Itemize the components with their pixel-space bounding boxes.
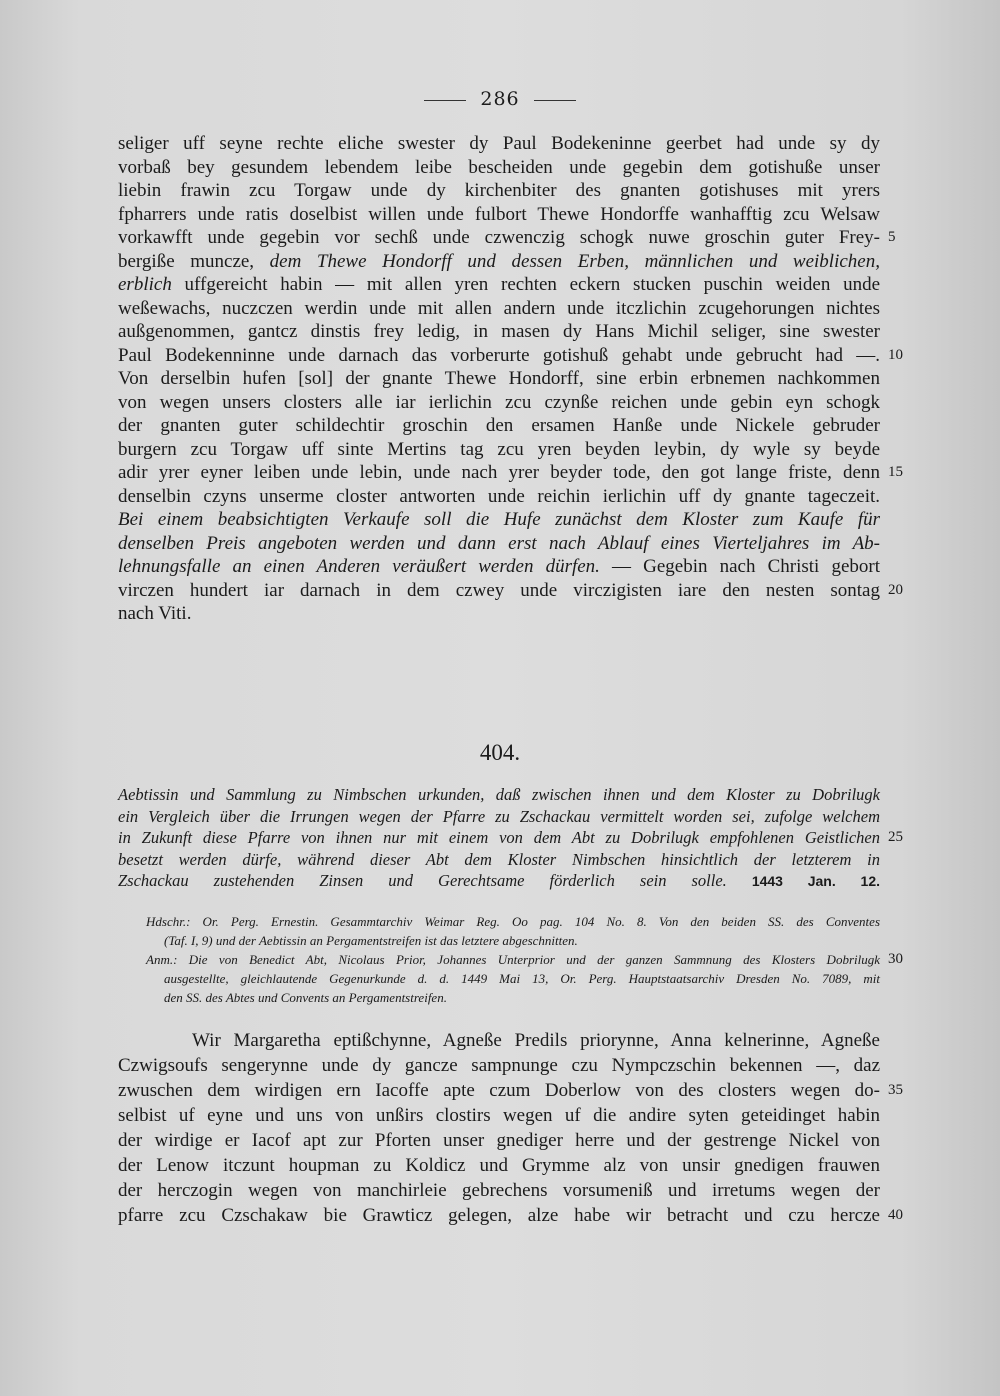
line-number: 10 <box>888 346 903 363</box>
line-text: den SS. des Abtes und Convents an Pergamentstreifen. <box>164 990 447 1005</box>
line-text: denselbin czyns unserme closter antworten unde reichin ierlichin uff dy gnante tageczeit. <box>118 485 880 507</box>
line-number: 5 <box>888 229 896 245</box>
text-line <box>146 912 880 931</box>
italic-text: Bei einem beabsichtigten Verkaufe soll die Hufe zunächst dem Kloster zum Kaufe für <box>118 509 880 530</box>
text-line <box>118 870 880 892</box>
text-line <box>118 414 880 438</box>
text-line <box>118 132 880 156</box>
line-text: Anm.: Die von Benedict Abt, Nicolaus Prior, Johannes Unterprior und der ganzen Sammnung des Klosters Dobrilugk <box>146 952 880 967</box>
text-line <box>118 250 880 274</box>
text-line <box>118 579 903 603</box>
source-notes <box>146 912 903 1007</box>
line-text: ein Vergleich über die Irrungen wegen der Pfarre zu Zschackau vermittelt worden sei, zufolge welchem <box>118 806 880 826</box>
text-line <box>118 391 880 415</box>
text-line <box>118 849 880 871</box>
line-text: Paul Bodekenninne unde darnach das vorberurte gotishuß gehabt unde gebrucht had —. <box>118 344 880 366</box>
line-text: pfarre zcu Czschakaw bie Grawticz gelegen, alze habe wir betracht und czu hercze <box>118 1205 880 1226</box>
line-text: besetzt werden dürfe, während dieser Abt dem Kloster Nimbschen hinsichtlich der letzterem in <box>118 849 880 869</box>
italic-text: erblich <box>118 274 172 295</box>
line-text: der wirdige er Iacof apt zur Pforten unser gnediger herre und der gestrenge Nickel von <box>118 1130 880 1151</box>
text-line <box>118 344 903 368</box>
line-number: 15 <box>888 464 903 480</box>
text-line <box>118 602 880 626</box>
line-text: seliger uff seyne rechte eliche swester dy Paul Bodekeninne geerbet had unde sy dy <box>118 133 880 154</box>
text-line <box>118 179 880 203</box>
line-text: fpharrers unde ratis doselbist willen unde fulbort Thewe Hondorffe wanhafftig zcu Welsaw <box>118 203 880 225</box>
line-text: vorbaß bey gesundem lebendem leibe bescheiden unde gegebin dem gotishuße unser <box>118 156 880 178</box>
line-text: Zschackau zustehenden Zinsen und Gerechtsame förderlich sein solle. <box>118 871 727 890</box>
line-text: — Gegebin nach Christi gebort <box>612 556 880 577</box>
text-line <box>146 950 903 969</box>
line-text: selbist uf eyne und uns von unßirs clostirs wegen uf die andire syten geteidinget habin <box>118 1105 880 1126</box>
text-line <box>118 827 903 849</box>
line-text: Aebtissin und Sammlung zu Nimbschen urkunden, daß zwischen ihnen und dem Kloster zu Dobrilugk <box>118 785 880 804</box>
text-line <box>118 1078 903 1103</box>
text-line <box>118 273 880 297</box>
line-text: Von derselbin hufen [sol] der gnante Thewe Hondorff, sine erbin erbnemen nachkommen <box>118 368 880 389</box>
line-text: uffgereicht habin — mit allen yren rechten eckern stucken puschin weiden unde <box>184 274 880 295</box>
text-line <box>118 784 880 806</box>
text-line <box>118 485 880 509</box>
line-text: von wegen unsers closters alle iar ierlichin zcu czynße reichen unde gebin eyn schogk <box>118 391 880 413</box>
text-line <box>118 1103 880 1128</box>
text-line <box>118 461 903 485</box>
line-text: nach Viti. <box>118 603 192 624</box>
text-line <box>118 1203 903 1228</box>
page-number: 286 <box>480 88 520 110</box>
text-line <box>118 203 880 227</box>
text-line <box>118 156 880 180</box>
charter-text-continued <box>118 132 903 626</box>
italic-text: lehnungsfalle an einen Anderen veräußert werden dürfen. <box>118 556 600 577</box>
text-line <box>118 438 880 462</box>
line-number: 35 <box>888 1082 903 1098</box>
text-line <box>118 555 880 579</box>
text-line <box>118 320 880 344</box>
line-text: weßewachs, nuczczen werdin unde mit allen andern unde itczlichin zcugehorungen nichtes <box>118 297 880 319</box>
text-line <box>118 1053 880 1078</box>
line-text: virczen hundert iar darnach in dem czwey unde virczigisten iare den nesten sontag <box>118 579 880 601</box>
line-text: Hdschr.: Or. Perg. Ernestin. Gesammtarchiv Weimar Reg. Oo pag. 104 No. 8. Von den beiden SS. des Conventes <box>146 914 880 929</box>
line-text: Czwigsoufs sengerynne unde dy gancze sampnunge czu Nympczschin bekennen —, daz <box>118 1055 880 1076</box>
line-text: adir yrer eyner leiben unde lebin, unde nach yrer beyder tode, den got lange friste, denn <box>118 462 880 483</box>
line-number: 25 <box>888 829 903 845</box>
text-line <box>118 1153 880 1178</box>
line-text: der gnanten guter schildechtir groschin den ersamen Hanße unde Nickele gebruder <box>118 415 880 436</box>
line-text: der Lenow itczunt houpman zu Koldicz und Grymme alz von unsir gnedigen frauwen <box>118 1155 880 1176</box>
text-line <box>118 297 880 321</box>
header-rule-right <box>534 100 576 101</box>
line-text: vorkawfft unde gegebin vor sechß unde czwenczig schogk nuwe groschin guter Frey- <box>118 227 880 248</box>
line-text: außgenommen, gantcz dinstis frey ledig, in masen dy Hans Michil seliger, sine swester <box>118 321 880 342</box>
line-number: 40 <box>888 1207 903 1223</box>
document-summary <box>118 784 903 892</box>
line-text: ausgestellte, gleichlautende Gegenurkunde d. d. 1449 Mai 13, Or. Perg. Hauptstaatsarchiv Dresden No. 7089, mit <box>164 971 880 986</box>
document-number: 404. <box>479 740 521 765</box>
charter-text-404 <box>118 1028 903 1228</box>
italic-text: denselben Preis angeboten werden und dann erst nach Ablauf eines Vierteljahres im Ab- <box>118 532 880 554</box>
line-text: Wir Margaretha eptißchynne, Agneße Predils priorynne, Anna kelnerinne, Agneße <box>192 1030 880 1051</box>
header-rule-left <box>424 100 466 101</box>
document-date: 1443 Jan. 12. <box>751 873 880 889</box>
page-header <box>0 88 1000 110</box>
italic-text: dem Thewe Hondorff und dessen Erben, männlichen und weiblichen, <box>269 250 880 272</box>
text-line <box>118 367 880 391</box>
text-line <box>118 1028 880 1053</box>
line-number: 30 <box>888 951 903 967</box>
text-line <box>118 1178 880 1203</box>
text-line <box>118 226 896 250</box>
line-text: burgern zcu Torgaw uff sinte Mertins tag zcu yren beyden leybin, dy wyle sy beyde <box>118 438 880 460</box>
line-text: in Zukunft diese Pfarre von ihnen nur mit einem von dem Abt zu Dobrilugk empfohlenen Geistlichen <box>118 828 880 847</box>
line-text: liebin frawin zcu Torgaw unde dy kirchenbiter des gnanten gotishuses mit yrers <box>118 180 880 201</box>
line-text: bergiße muncze, <box>118 250 255 272</box>
line-text: (Taf. I, 9) und der Aebtissin an Pergamentstreifen ist das letztere abgeschnitten. <box>164 933 578 948</box>
line-text: der herczogin wegen von manchirleie gebrechens vorsumeniß und irretums wegen der <box>118 1180 880 1201</box>
line-text: zwuschen dem wirdigen ern Iacoffe apte czum Doberlow von des closters wegen do- <box>118 1080 880 1101</box>
text-line <box>146 969 880 988</box>
text-line <box>118 1128 880 1153</box>
text-line <box>118 508 880 532</box>
text-line <box>146 988 880 1007</box>
text-line <box>146 931 880 950</box>
text-line <box>118 806 880 828</box>
text-line <box>118 532 880 556</box>
line-number: 20 <box>888 581 903 598</box>
